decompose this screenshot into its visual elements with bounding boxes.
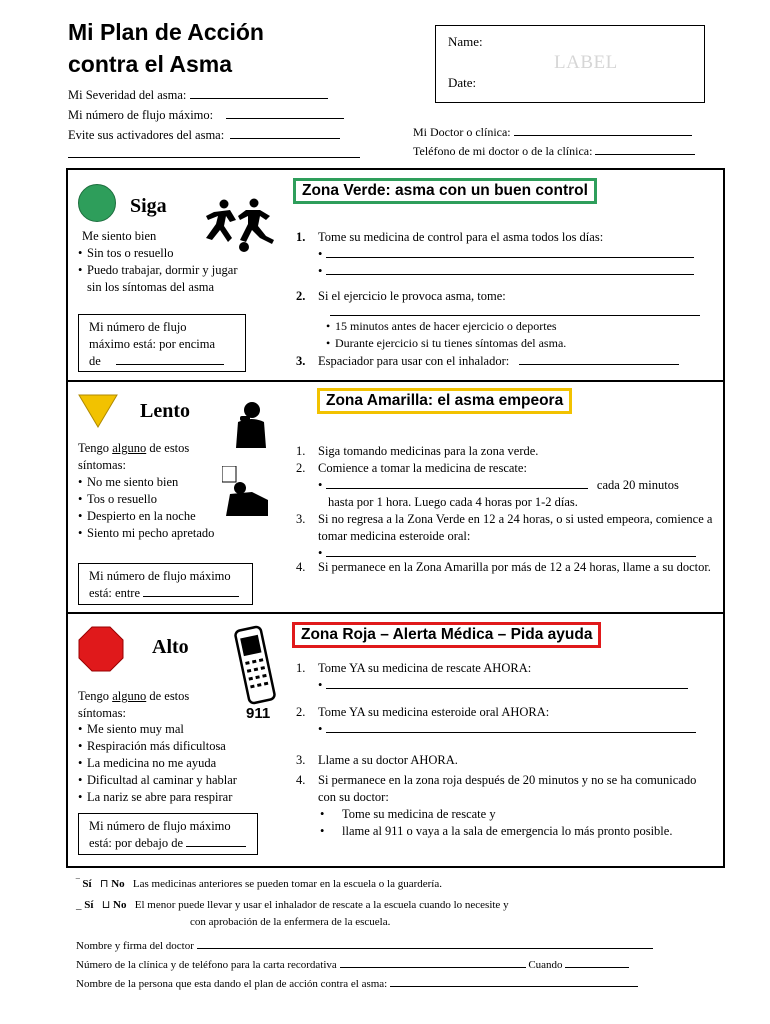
green-item-2: Si el ejercicio le provoca asma, tome:: [318, 289, 506, 303]
exercise-med-line[interactable]: [330, 306, 700, 316]
severity-field[interactable]: Mi Severidad del asma:: [68, 88, 328, 103]
zone-divider: [66, 380, 725, 382]
list-item: • Dificultad al caminar y hablar: [78, 772, 268, 789]
list-item: • Sin tos o resuello: [78, 245, 238, 262]
inhaler-permission-row: _ Sí ⊔ No El menor puede llevar y usar el inhalador de rescate a la escuela cuando lo necesite y: [76, 899, 509, 911]
exercise-list: [326, 318, 706, 352]
peak-flow-field[interactable]: Mi número de flujo máximo:: [68, 108, 344, 123]
zone-divider: [66, 612, 725, 614]
list-item: • La medicina no me ayuda: [78, 755, 268, 772]
list-item: • Respiración más dificultosa: [78, 738, 268, 755]
list-item: • Siento mi pecho apretado: [78, 525, 228, 542]
name-label: Name:: [448, 34, 483, 49]
green-peak-box: Mi número de flujo máximo está: por encima de: [78, 314, 246, 372]
yes-checkbox[interactable]: _: [76, 899, 82, 911]
rescue-med-line[interactable]: • cada 20 minutos: [318, 478, 679, 492]
yellow-intro: Tengo alguno de estos síntomas:: [78, 441, 190, 472]
oral-steroid-line[interactable]: •: [318, 545, 696, 562]
green-zone-title: Zona Verde: asma con un buen control: [293, 178, 597, 204]
red-item-4: Si permanece en la zona roja después de 20 minutos y no se ha comunicado con su doctor:: [318, 773, 697, 804]
red-item-3: Llame a su doctor AHORA.: [318, 753, 458, 767]
phone-field[interactable]: Teléfono de mi doctor o de la clínica:: [413, 143, 695, 160]
sleepless-person-icon: [222, 466, 270, 518]
no-checkbox[interactable]: ⊓: [99, 878, 109, 890]
green-item-3: Espaciador para usar con el inhalador:: [318, 353, 679, 370]
red-item-1: Tome YA su medicina de rescate AHORA:: [318, 661, 532, 675]
yes-checkbox[interactable]: ‾: [76, 878, 80, 890]
red-zone-label: Alto: [152, 636, 189, 658]
clinic-phone-field[interactable]: Número de la clínica y de teléfono para la carta recordativa Cuando: [76, 958, 629, 971]
list-item: • 15 minutos antes de hacer ejercicio o deportes: [326, 318, 706, 335]
stop-sign-icon: [78, 626, 124, 672]
yellow-zone-title: Zona Amarilla: el asma empeora: [317, 388, 572, 414]
list-item: • Puedo trabajar, dormir y jugar sin los síntomas del asma: [78, 262, 238, 296]
yellow-item-1: Siga tomando medicinas para la zona verde.: [318, 444, 539, 458]
red-intro: Tengo alguno de estos síntomas:: [78, 689, 190, 720]
triggers-line[interactable]: [68, 148, 360, 158]
green-zone-label: Siga: [130, 195, 167, 217]
doctor-field[interactable]: Mi Doctor o clínica:: [413, 124, 692, 141]
doctor-signature-field[interactable]: Nombre y firma del doctor: [76, 939, 653, 952]
nurse-approval: con aprobación de la enfermera de la escuela.: [190, 916, 391, 928]
list-item: • llame al 911 o vaya a la sala de emergencia lo más pronto posible.: [320, 823, 720, 840]
plan-giver-field[interactable]: Nombre de la persona que esta dando el plan de acción contra el asma:: [76, 977, 638, 990]
cell-phone-icon: [232, 624, 278, 706]
list-item: • Durante ejercicio si tu tienes síntomas del asma.: [326, 335, 706, 352]
yellow-symptoms-list: [78, 474, 228, 542]
list-item: • La nariz se abre para respirar: [78, 789, 268, 806]
green-circle-icon: [78, 184, 116, 222]
yellow-item-2: Comience a tomar la medicina de rescate:: [318, 461, 527, 475]
label-placeholder: LABEL: [554, 52, 618, 73]
yellow-item-3: Si no regresa a la Zona Verde en 12 a 24 horas, o si usted empeora, comience a tomar medicina esteroide oral:: [318, 512, 713, 543]
red-steroid-line[interactable]: •: [318, 721, 696, 738]
green-med-lines[interactable]: • •: [318, 246, 700, 280]
red-item-2: Tome YA su medicina esteroide oral AHORA:: [318, 705, 550, 719]
yellow-zone-label: Lento: [140, 400, 190, 422]
page-title: Mi Plan de Acción contra el Asma: [68, 19, 264, 77]
no-checkbox[interactable]: ⊔: [101, 899, 111, 911]
list-item: • Despierto en la noche: [78, 508, 228, 525]
list-item: • Tos o resuello: [78, 491, 228, 508]
yellow-peak-box: Mi número de flujo máximo está: entre: [78, 563, 253, 605]
red-symptoms-list: [78, 721, 268, 806]
red-zone-title: Zona Roja – Alerta Médica – Pida ayuda: [292, 622, 601, 648]
green-symptoms-list: [78, 245, 238, 296]
patient-label-box: [435, 25, 705, 103]
green-item-1: Tome su medicina de control para el asma todos los días:: [318, 230, 604, 244]
red-rescue-line[interactable]: •: [318, 677, 688, 694]
green-feel: Me siento bien: [82, 229, 157, 243]
triggers-field[interactable]: Evite sus activadores del asma:: [68, 128, 340, 143]
yellow-triangle-icon: [78, 394, 118, 428]
coughing-person-icon: [230, 400, 272, 448]
red-peak-box: Mi número de flujo máximo está: por debajo de: [78, 813, 258, 855]
list-item: • No me siento bien: [78, 474, 228, 491]
school-permission-row: ‾ Sí ⊓ No Las medicinas anteriores se pueden tomar en la escuela o la guardería.: [76, 878, 442, 890]
yellow-item-4: Si permanece en la Zona Amarilla por más de 12 a 24 horas, llame a su doctor.: [318, 560, 711, 574]
list-item: • Me siento muy mal: [78, 721, 268, 738]
red-item-4-list: [320, 806, 720, 840]
date-label: Date:: [448, 75, 477, 90]
list-item: • Tome su medicina de rescate y: [320, 806, 720, 823]
emergency-number: 911: [246, 705, 271, 722]
